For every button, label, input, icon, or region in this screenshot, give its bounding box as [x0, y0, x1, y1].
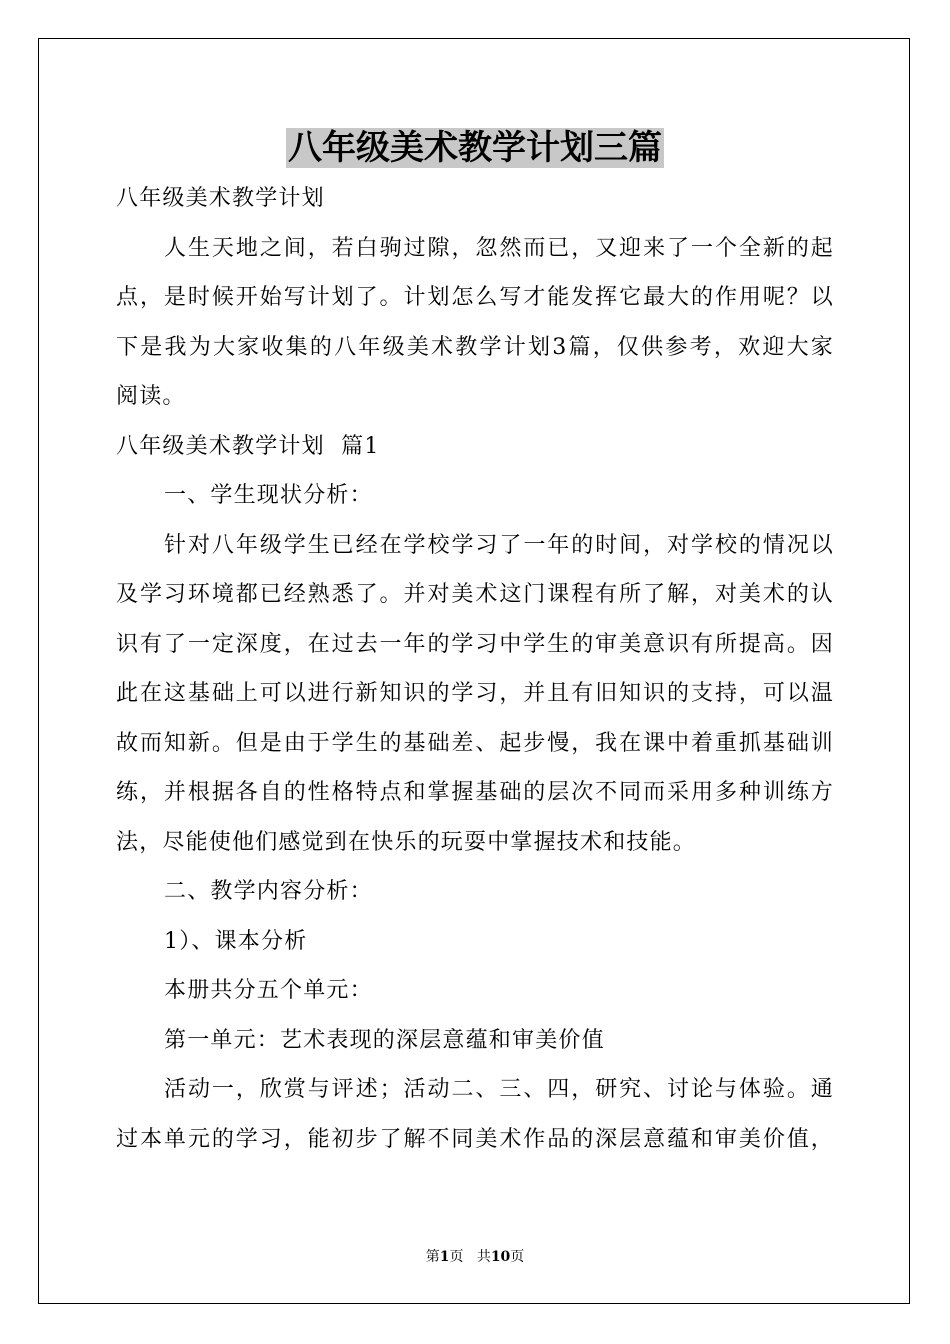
paragraph-line: 过本单元的学习，能初步了解不同美术作品的深层意蕴和审美价值， [116, 1126, 834, 1152]
paragraph-line: 识有了一定深度，在过去一年的学习中学生的审美意识有所提高。因 [116, 631, 834, 657]
paragraph-line: 阅读。 [116, 384, 186, 409]
footer-page-suffix: 页 [449, 1249, 464, 1265]
paragraph-line: 活动一，欣赏与评述；活动二、三、四，研究、讨论与体验。通 [164, 1077, 834, 1102]
page-footer [0, 1247, 950, 1267]
footer-total-pages: 10 [490, 1249, 511, 1265]
paragraph-line: 及学习环境都已经熟悉了。并对美术这门课程有所了解，对美术的认 [116, 582, 834, 607]
paragraph-line: 练，并根据各自的性格特点和掌握基础的层次不同而采用多种训练方 [116, 780, 834, 805]
footer-page-prefix: 第 [425, 1249, 440, 1265]
footer-page-number: 1 [439, 1249, 450, 1265]
document-title: 八年级美术教学计划三篇 [288, 128, 662, 168]
footer-total-prefix: 共 [476, 1249, 491, 1265]
section-heading: 八年级美术教学计划 篇1 [116, 433, 380, 459]
paragraph-line: 法，尽能使他们感觉到在快乐的玩耍中掌握技术和技能。 [116, 829, 697, 855]
paragraph-line: 针对八年级学生已经在学校学习了一年的时间，对学校的情况以 [164, 532, 834, 558]
paragraph-line: 点，是时候开始写计划了。计划怎么写才能发挥它最大的作用呢？以 [116, 285, 834, 310]
section-heading: 八年级美术教学计划 [116, 186, 325, 211]
paragraph-line: 此在这基础上可以进行新知识的学习，并且有旧知识的支持，可以温 [116, 681, 834, 706]
subsection-heading: 一、学生现状分析： [164, 483, 373, 508]
paragraph-line: 故而知新。但是由于学生的基础差、起步慢，我在课中着重抓基础训 [116, 730, 834, 756]
subsection-heading: 二、教学内容分析： [164, 879, 373, 904]
footer-total-suffix: 页 [510, 1249, 525, 1265]
paragraph-line: 人生天地之间，若白驹过隙，忽然而已，又迎来了一个全新的起 [164, 235, 834, 261]
paragraph-line: 本册共分五个单元： [164, 978, 373, 1003]
document-body [116, 174, 834, 1164]
subsection-heading: 1）、课本分析 [164, 928, 308, 954]
paragraph-line: 下是我为大家收集的八年级美术教学计划3篇，仅供参考，欢迎大家 [116, 334, 834, 360]
paragraph-line: 第一单元：艺术表现的深层意蕴和审美价值 [164, 1027, 605, 1053]
